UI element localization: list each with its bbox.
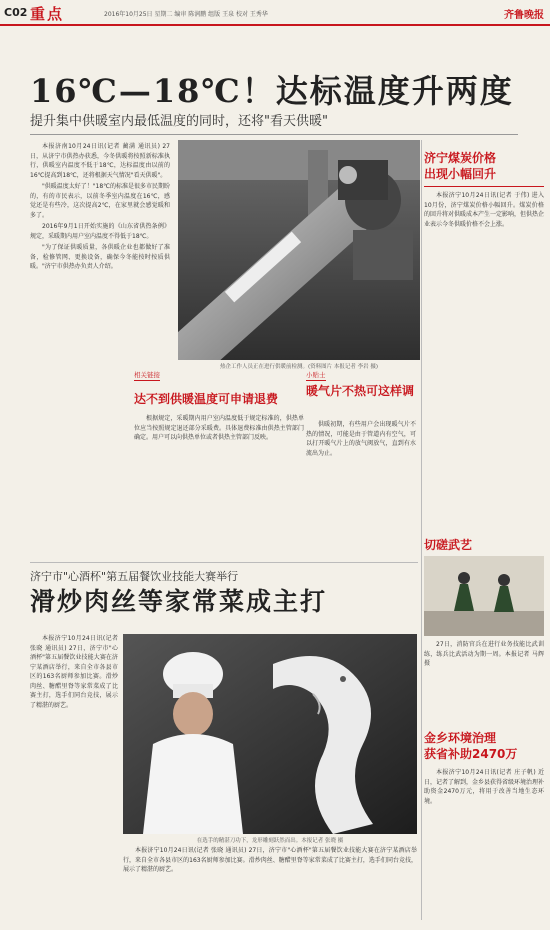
- second-article-body: [30, 634, 118, 924]
- jinxiang-article: [424, 730, 544, 918]
- column-divider: [421, 140, 422, 920]
- paragraph: 根据规定，采暖期内用户室内温度低于规定标准的，供热单位应当按照规定退还部分采暖费。具体退费标准由供热主管部门确定。用户可以向供热单位或者供热主管部门反映。: [134, 415, 304, 441]
- martial-arts-photo: [424, 556, 544, 636]
- paragraph: "为了保证供暖质量，各供暖企业也都做好了准备，检修管网、更换设备，确保今冬能按时按质供暖。"济宁市供热办负责人介绍。: [30, 244, 170, 270]
- tips-label: 小贴士: [306, 371, 326, 379]
- article-body: [424, 191, 544, 521]
- coal-price-article: [424, 150, 544, 521]
- paragraph: 27日，消防官兵在进行业务技能比武训练，练兵比武活动为期一周。本报记者 马辉 摄: [424, 641, 544, 667]
- section-name: 重点: [30, 5, 65, 23]
- paragraph: 本报济宁10月24日讯(记者 庄子帆) 近日，记者了解到，金乡县获得省级环境治理补助资金2470万元，将用于改善当地生态环境。: [424, 769, 544, 805]
- paragraph: 本报济南10月24日讯(记者 蔺满 通讯员) 27日，从济宁市供热办获悉，今冬供暖将按照新标准执行，供暖室内温度不低于18℃，达标温度由以前的16℃提高到18℃，还将根据天气情况"看天供暖"。: [30, 143, 170, 179]
- title-line: 济宁煤炭价格: [424, 151, 497, 165]
- chef-carving-photo: [123, 634, 417, 834]
- sidebar2-body: [306, 420, 416, 560]
- page-number: C02: [4, 6, 28, 19]
- article-body: [424, 768, 544, 918]
- sidebar1-title: 达不到供暖温度可申请退费: [134, 392, 279, 406]
- title-line: 出现小幅回升: [424, 167, 497, 181]
- second-article-body-continued: [123, 846, 417, 926]
- paragraph: "供暖温度太好了！"18℃的标准是很多市民期盼的，有的市民表示，以前冬季室内温度在16℃，感觉还是有些冷，这次提高2℃，在家里就会感觉暖和多了。: [30, 183, 170, 219]
- title-line: 获省补助2470万: [424, 747, 518, 761]
- main-headline: 16℃—18℃！达标温度升两度: [30, 72, 514, 110]
- article-title: 切磋武艺: [424, 538, 473, 552]
- headline-rule: [30, 134, 518, 135]
- page-header: [0, 4, 550, 26]
- martial-arts-caption: [424, 640, 544, 724]
- section-divider: [30, 562, 418, 563]
- brand-logo: 齐鲁晚报: [504, 10, 544, 21]
- title-rule: [424, 186, 544, 187]
- pipe-worker-photo: [178, 140, 420, 360]
- second-subheadline: 济宁市"心酒杯"第五届餐饮业技能大赛举行: [30, 570, 239, 583]
- photo-caption: 在选手的精湛刀功下，龙形雕刻跃然而出。本报记者 张晓 摄: [196, 838, 344, 844]
- issue-info: 2016年10月25日 星期二 编审 陈润鹏 组版 王泉 校对 王秀华: [104, 11, 268, 18]
- article-title: [424, 150, 544, 182]
- title-line: 金乡环境治理: [424, 731, 497, 745]
- paragraph: 供暖初期，有些用户会出现暖气片不热的情况，可能是由于管道内有空气，可以打开暖气片上的放气阀放气，直到有水流出为止。: [306, 421, 416, 457]
- paragraph: 本报济宁10月24日讯(记者 于伟) 进入10月份，济宁煤炭价格小幅回升。煤炭价格的回升将对供暖成本产生一定影响，但供热企业表示今冬供暖价格不会上涨。: [424, 192, 544, 228]
- paragraph: 本报济宁10月24日讯(记者 张晓 通讯员) 27日，济宁市"心酒杯"第五届餐饮业技能大赛在济宁某酒店举行，来自全市各县市区的163名厨师参加比赛。滑炒肉丝、糖醋里脊等家常菜成了比赛主打，选手们同台竞技，展示了精湛的厨艺。: [30, 635, 118, 709]
- related-links-label: 相关链接: [134, 371, 160, 379]
- second-headline: 滑炒肉丝等家常菜成主打: [30, 587, 328, 616]
- paragraph: 2016年9月1日开始实施的《山东省供热条例》规定，采暖期内用户室内温度不得低于18℃。: [30, 223, 170, 240]
- martial-arts-article: [424, 536, 544, 553]
- main-subheadline: 提升集中供暖室内最低温度的同时，还将"看天供暖": [30, 114, 328, 129]
- sidebar1-body: [134, 414, 304, 564]
- photo-caption: 热企工作人员正在进行供暖前检测。(资料图片 本报记者 李岩 摄): [219, 364, 379, 370]
- paragraph: 本报济宁10月24日讯(记者 张晓 通讯员) 27日，济宁市"心酒杯"第五届餐饮业技能大赛在济宁某酒店举行，来自全市各县市区的163名厨师参加比赛。滑炒肉丝、糖醋里脊等家常菜成了比赛主打，选手们同台竞技，展示了精湛的厨艺。: [123, 847, 417, 873]
- sidebar2-title: 暖气片不热可这样调: [306, 384, 415, 398]
- article-title: [424, 730, 544, 762]
